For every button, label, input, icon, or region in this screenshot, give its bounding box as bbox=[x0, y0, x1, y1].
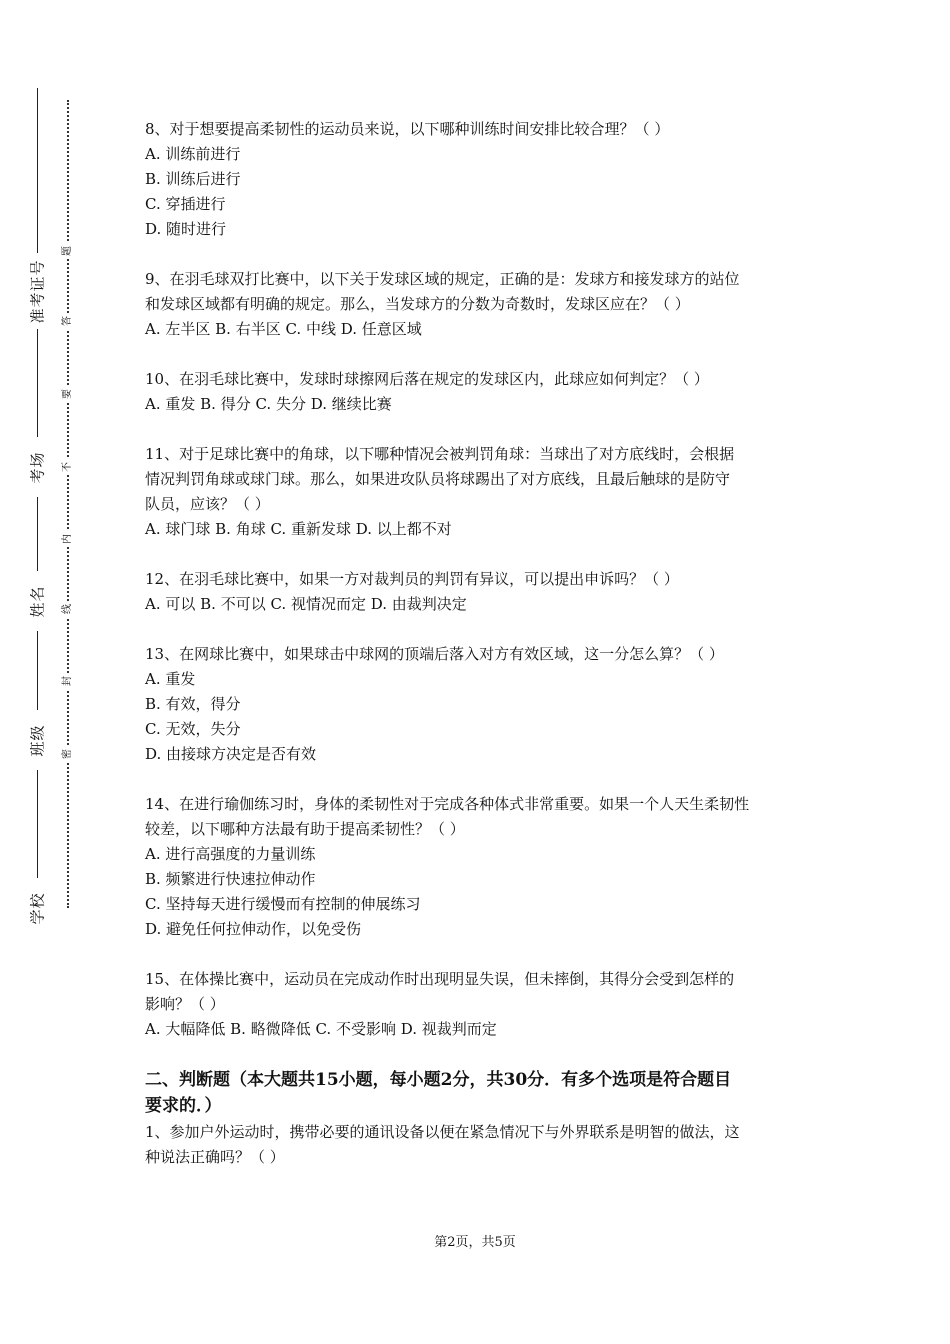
question-8 bbox=[145, 117, 815, 242]
judgement-question-1 bbox=[145, 1120, 815, 1170]
question-9 bbox=[145, 267, 815, 342]
exam-number-label: 准考证号 bbox=[22, 253, 52, 329]
option: D. 随时进行 bbox=[145, 220, 227, 238]
question-text: 10、在羽毛球比赛中，发球时球擦网后落在规定的发球区内，此球应如何判定？（ ） bbox=[145, 370, 709, 388]
options-inline: A. 重发 B. 得分 C. 失分 D. 继续比赛 bbox=[145, 395, 392, 413]
option: A. 重发 bbox=[145, 670, 196, 688]
seal-char: 内 bbox=[60, 531, 76, 547]
option: B. 有效，得分 bbox=[145, 695, 241, 713]
option: A. 训练前进行 bbox=[145, 145, 241, 163]
question-10 bbox=[145, 367, 815, 417]
option: B. 训练后进行 bbox=[145, 170, 241, 188]
question-text: 8、对于想要提高柔韧性的运动员来说，以下哪种训练时间安排比较合理？（ ） bbox=[145, 120, 670, 138]
section-2-title bbox=[145, 1067, 815, 1119]
options-inline: A. 左半区 B. 右半区 C. 中线 D. 任意区域 bbox=[145, 320, 422, 338]
section-title-line: 要求的．） bbox=[145, 1096, 222, 1116]
question-text: 队员，应该？（ ） bbox=[145, 495, 270, 513]
question-text: 15、在体操比赛中，运动员在完成动作时出现明显失误，但未摔倒，其得分会受到怎样的 bbox=[145, 970, 735, 988]
option: C. 穿插进行 bbox=[145, 195, 226, 213]
question-text: 和发球区域都有明确的规定。那么，当发球方的分数为奇数时，发球区应在？（ ） bbox=[145, 295, 690, 313]
exam-room-label: 考场 bbox=[22, 437, 52, 497]
question-13 bbox=[145, 642, 815, 767]
option: D. 避免任何拉伸动作，以免受伤 bbox=[145, 920, 362, 938]
school-label: 学校 bbox=[22, 878, 52, 938]
option: B. 频繁进行快速拉伸动作 bbox=[145, 870, 316, 888]
section-title-line: 二、判断题（本大题共15小题，每小题2分，共30分．有多个选项是符合题目 bbox=[145, 1070, 732, 1090]
seal-char: 要 bbox=[60, 386, 76, 402]
question-text: 13、在网球比赛中，如果球击中球网的顶端后落入对方有效区域，这一分怎么算？（ ） bbox=[145, 645, 724, 663]
seal-char: 密 bbox=[60, 746, 76, 762]
question-11 bbox=[145, 442, 815, 542]
binding-solid-line bbox=[37, 88, 38, 930]
option: D. 由接球方决定是否有效 bbox=[145, 745, 317, 763]
options-inline: A. 可以 B. 不可以 C. 视情况而定 D. 由裁判决定 bbox=[145, 595, 467, 613]
options-inline: A. 球门球 B. 角球 C. 重新发球 D. 以上都不对 bbox=[145, 520, 452, 538]
class-label: 班级 bbox=[22, 710, 52, 770]
seal-char: 答 bbox=[60, 313, 76, 329]
question-15 bbox=[145, 967, 815, 1042]
question-text: 情况判罚角球或球门球。那么，如果进攻队员将球踢出了对方底线，且最后触球的是防守 bbox=[145, 470, 731, 488]
question-text: 影响？（ ） bbox=[145, 995, 225, 1013]
option: C. 坚持每天进行缓慢而有控制的伸展练习 bbox=[145, 895, 421, 913]
question-14 bbox=[145, 792, 815, 942]
question-text: 9、在羽毛球双打比赛中，以下关于发球区域的规定，正确的是：发球方和接发球方的站位 bbox=[145, 270, 740, 288]
option: C. 无效，失分 bbox=[145, 720, 241, 738]
page-footer: 第2页，共5页 bbox=[434, 1235, 516, 1250]
option: A. 进行高强度的力量训练 bbox=[145, 845, 316, 863]
options-inline: A. 大幅降低 B. 略微降低 C. 不受影响 D. 视裁判而定 bbox=[145, 1020, 497, 1038]
question-text: 12、在羽毛球比赛中，如果一方对裁判员的判罚有异议，可以提出申诉吗？（ ） bbox=[145, 570, 679, 588]
question-text: 11、对于足球比赛中的角球，以下哪种情况会被判罚角球：当球出了对方底线时，会根据 bbox=[145, 445, 735, 463]
seal-char: 题 bbox=[60, 243, 76, 259]
question-text: 较差，以下哪种方法最有助于提高柔韧性？（ ） bbox=[145, 820, 465, 838]
question-12 bbox=[145, 567, 815, 617]
seal-char: 不 bbox=[60, 459, 76, 475]
name-label: 姓名 bbox=[22, 571, 52, 631]
seal-char: 封 bbox=[60, 673, 76, 689]
binding-margin bbox=[0, 0, 100, 1344]
question-text: 14、在进行瑜伽练习时，身体的柔韧性对于完成各种体式非常重要。如果一个人天生柔韧性 bbox=[145, 795, 750, 813]
question-text: 1、参加户外运动时，携带必要的通讯设备以便在紧急情况下与外界联系是明智的做法，这 bbox=[145, 1123, 740, 1141]
seal-dotted-line bbox=[67, 100, 69, 908]
question-text: 种说法正确吗？（ ） bbox=[145, 1148, 285, 1166]
question-content bbox=[145, 117, 815, 1195]
seal-char: 线 bbox=[60, 601, 76, 617]
